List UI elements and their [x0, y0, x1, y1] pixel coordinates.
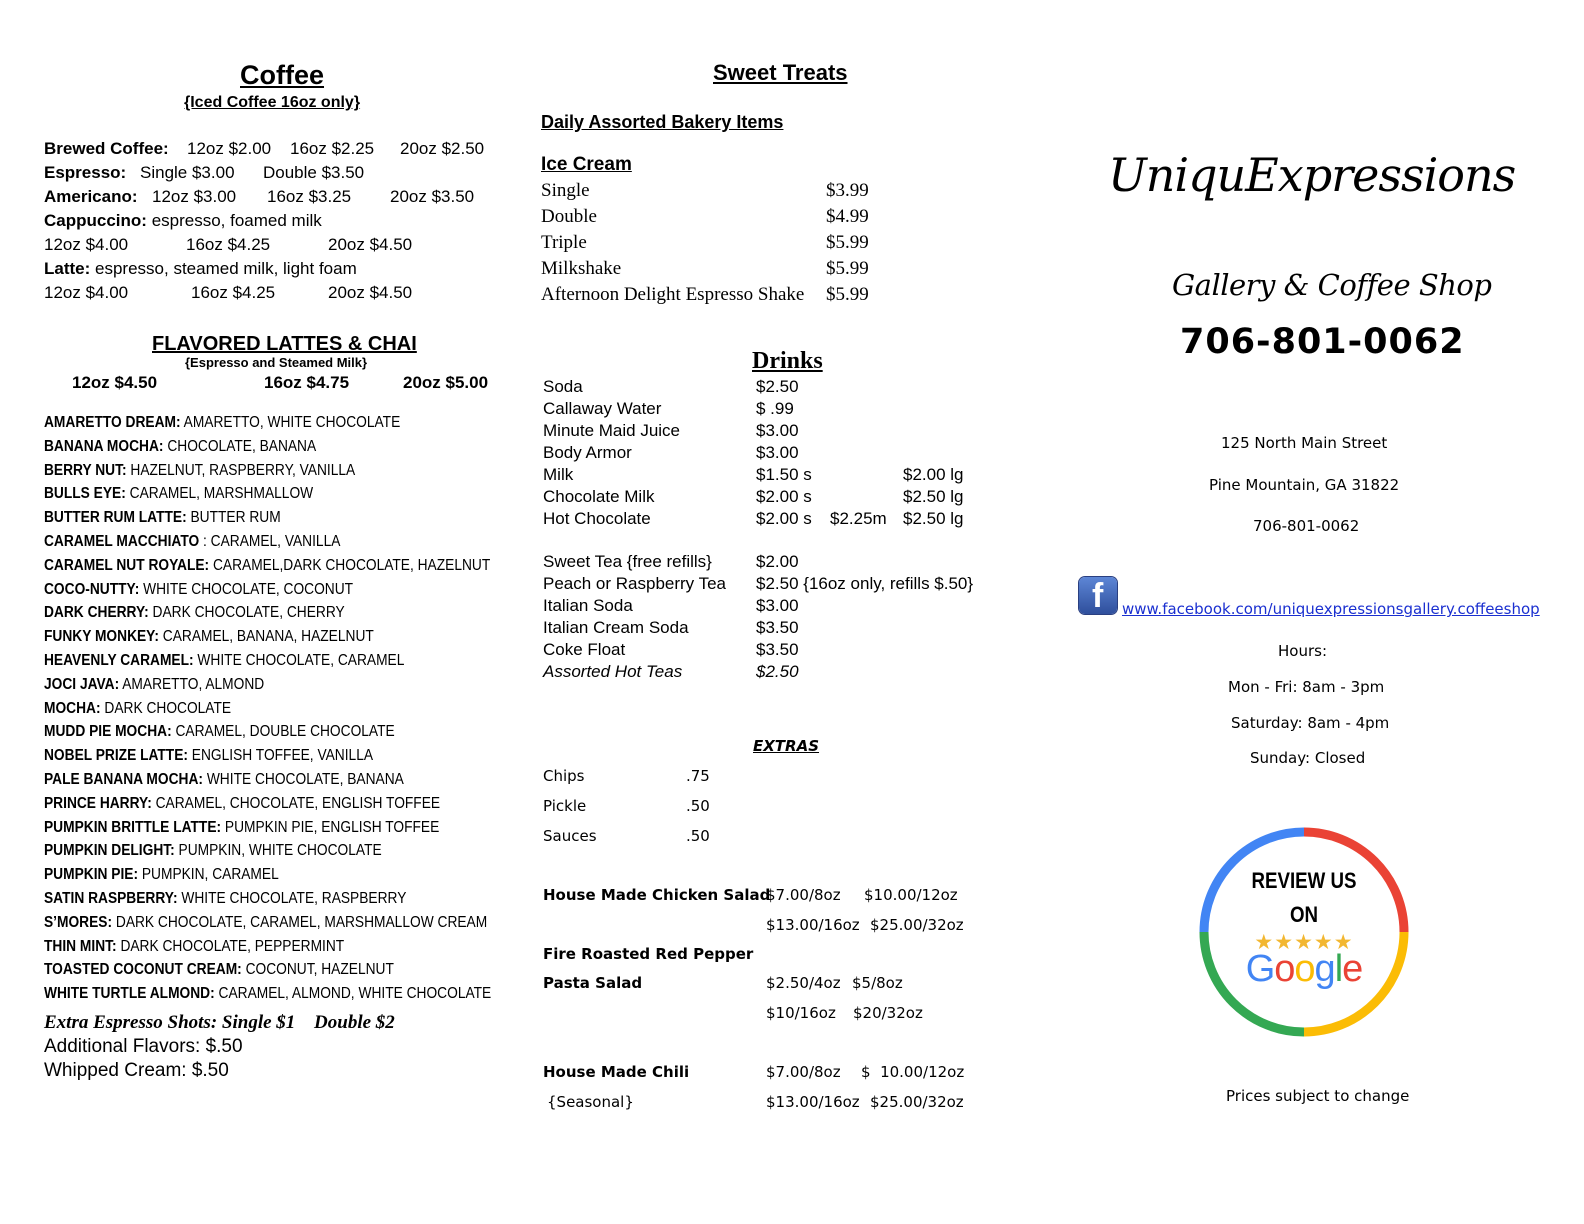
google-letter: e — [1342, 948, 1363, 990]
flavor-name: THIN MINT: — [44, 937, 117, 955]
americano-line — [44, 187, 475, 207]
google-letter: G — [1245, 948, 1275, 990]
espresso-price: Single $3.00 — [140, 163, 235, 182]
google-letter: l — [1334, 948, 1343, 990]
flavor-name: HEAVENLY CARAMEL: — [44, 652, 194, 669]
latte-line — [44, 259, 357, 279]
brewed-price: 12oz $2.00 — [187, 139, 272, 158]
flavor-item — [44, 676, 264, 694]
flavor-item — [44, 700, 231, 718]
americano-price: 20oz $3.50 — [390, 187, 475, 206]
flavor-ingredients: CARAMEL, BANANA, HAZELNUT — [162, 628, 374, 646]
hours-sunday: Sunday: Closed — [1250, 749, 1366, 767]
cappuccino-price: 16oz $4.25 — [186, 235, 271, 254]
flavor-item — [44, 462, 355, 480]
flavor-name: PUMPKIN BRITTLE LATTE: — [44, 818, 222, 836]
ice-cream-price: $5.99 — [826, 284, 869, 305]
drink-item: Minute Maid Juice — [543, 421, 681, 440]
flavor-ingredients: CARAMEL, CHOCOLATE, ENGLISH TOFFEE — [155, 794, 441, 812]
ice-cream-item: Milkshake — [541, 258, 622, 279]
additional-flavors: Additional Flavors: $.50 — [44, 1036, 243, 1057]
flavor-name: PRINCE HARRY: — [44, 794, 152, 812]
flavor-ingredients: BUTTER RUM — [190, 509, 281, 527]
flavor-item — [44, 771, 404, 789]
flavor-ingredients: DARK CHOCOLATE, CHERRY — [152, 604, 345, 622]
brewed-price: 16oz $2.25 — [290, 139, 375, 158]
flavor-ingredients: DARK CHOCOLATE — [104, 699, 232, 717]
drink-item: Soda — [543, 377, 583, 396]
flavor-name: PALE BANANA MOCHA: — [44, 771, 203, 788]
flavored-title: FLAVORED LATTES & CHAI — [152, 333, 417, 355]
flavor-ingredients: AMARETTO, WHITE CHOCOLATE — [183, 414, 401, 431]
latte-price: 12oz $4.00 — [44, 283, 129, 302]
ice-cream-price: $4.99 — [826, 206, 869, 227]
flavor-name: SATIN RASPBERRY: — [44, 890, 178, 907]
google-logo — [1196, 948, 1412, 991]
extras-title: EXTRAS — [753, 737, 820, 755]
drink-item: Chocolate Milk — [543, 487, 655, 506]
extra-item: Sauces — [543, 827, 597, 845]
flavor-ingredients: PUMPKIN, WHITE CHOCOLATE — [178, 842, 382, 860]
cappuccino-desc: espresso, foamed milk — [151, 211, 322, 230]
flavored-price: 12oz $4.50 — [72, 373, 158, 392]
flavor-item — [44, 723, 395, 741]
flavor-item — [44, 485, 313, 503]
latte-prices — [44, 283, 413, 303]
review-on-text: ON — [1289, 902, 1319, 927]
flavored-price: 16oz $4.75 — [264, 373, 350, 392]
drink-item: Peach or Raspberry Tea — [543, 574, 727, 593]
pasta-salad-price: $2.50/4oz — [766, 974, 841, 992]
ice-cream-title: Ice Cream — [541, 154, 632, 175]
brewed-coffee-label: Brewed Coffee: — [44, 139, 169, 158]
brewed-coffee-line — [44, 139, 485, 159]
drink-price: $3.50 — [756, 618, 799, 637]
pasta-salad-price: $5/8oz — [852, 974, 903, 992]
drink-price: $3.00 — [756, 596, 799, 615]
flavor-name: TOASTED COCONUT CREAM: — [44, 961, 242, 979]
pasta-salad-label: Fire Roasted Red Pepper — [543, 945, 754, 963]
flavor-name: PUMPKIN PIE: — [44, 866, 139, 884]
extra-shots-double: Double $2 — [314, 1012, 395, 1033]
ice-cream-item: Single — [541, 180, 590, 201]
cappuccino-line — [44, 211, 322, 231]
ice-cream-price: $3.99 — [826, 180, 869, 201]
hours-weekday: Mon - Fri: 8am - 3pm — [1228, 678, 1385, 696]
extra-item: Pickle — [543, 797, 587, 815]
flavored-subtitle: {Espresso and Steamed Milk} — [185, 355, 368, 370]
drink-price: $3.00 — [756, 421, 799, 440]
pasta-salad-price: $20/32oz — [853, 1004, 923, 1022]
google-letter: g — [1314, 948, 1335, 990]
flavor-ingredients: WHITE CHOCOLATE, COCONUT — [143, 580, 354, 598]
flavor-ingredients: WHITE CHOCOLATE, BANANA — [206, 771, 404, 788]
flavor-name: S’MORES: — [44, 913, 113, 931]
flavor-name: BUTTER RUM LATTE: — [44, 509, 187, 527]
flavor-item — [44, 438, 316, 456]
flavor-item — [44, 866, 279, 884]
prices-note: Prices subject to change — [1226, 1087, 1410, 1105]
ice-cream-price: $5.99 — [826, 232, 869, 253]
flavor-name: DARK CHERRY: — [44, 604, 149, 622]
shop-name-logo: UniquExpressions — [1108, 148, 1516, 202]
flavor-item — [44, 795, 440, 813]
chicken-salad-price: $25.00/32oz — [870, 916, 964, 934]
chili-price: $13.00/16oz — [766, 1093, 860, 1111]
flavor-item — [44, 747, 373, 765]
hours-title: Hours: — [1278, 642, 1327, 660]
hours-saturday: Saturday: 8am - 4pm — [1231, 714, 1390, 732]
flavor-name: CARAMEL NUT ROYALE: — [44, 556, 210, 574]
americano-price: 12oz $3.00 — [152, 187, 237, 206]
drink-price-large: $2.50 lg — [903, 509, 964, 528]
cappuccino-prices — [44, 235, 413, 255]
flavor-item — [44, 533, 340, 551]
flavor-ingredients: CARAMEL,DARK CHOCOLATE, HAZELNUT — [212, 556, 491, 574]
sweet-treats-title: Sweet Treats — [713, 60, 848, 85]
drinks-title: Drinks — [752, 348, 823, 374]
flavor-name: FUNKY MONKEY: — [44, 628, 159, 646]
flavor-item — [44, 604, 345, 622]
chili-seasonal: {Seasonal} — [547, 1093, 634, 1111]
cappuccino-price: 20oz $4.50 — [328, 235, 413, 254]
extra-price: .50 — [686, 827, 710, 845]
google-review-badge[interactable] — [1196, 824, 1412, 1040]
flavor-ingredients: CHOCOLATE, BANANA — [167, 437, 317, 455]
flavor-ingredients: COCONUT, HAZELNUT — [245, 961, 394, 979]
ice-cream-item: Triple — [541, 232, 587, 253]
shop-tagline: Gallery & Coffee Shop — [1172, 268, 1492, 302]
extra-price: .50 — [686, 797, 710, 815]
chili-price: $ 10.00/12oz — [861, 1063, 965, 1081]
flavored-price: 20oz $5.00 — [403, 373, 489, 392]
extra-item: Chips — [543, 767, 585, 785]
americano-price: 16oz $3.25 — [267, 187, 352, 206]
flavor-name: AMARETTO DREAM: — [44, 414, 181, 431]
drink-price-medium: $2.25m — [830, 509, 887, 528]
drink-price: $2.00 s — [756, 487, 812, 506]
flavor-ingredients: WHITE CHOCOLATE, CARAMEL — [197, 652, 405, 669]
phone-large: 706-801-0062 — [1180, 322, 1465, 362]
drink-item: Hot Chocolate — [543, 509, 651, 528]
flavor-item — [44, 509, 281, 527]
flavor-item — [44, 890, 406, 908]
address-line-2: Pine Mountain, GA 31822 — [1209, 476, 1400, 494]
flavor-ingredients: DARK CHOCOLATE, CARAMEL, MARSHMALLOW CREAM — [115, 913, 488, 931]
flavor-ingredients: PUMPKIN, CARAMEL — [141, 866, 279, 884]
chili-label: House Made Chili — [543, 1063, 690, 1081]
drink-price: $ .99 — [756, 399, 794, 418]
coffee-subtitle: {Iced Coffee 16oz only} — [184, 94, 361, 111]
latte-label: Latte: — [44, 259, 91, 278]
flavor-item — [44, 628, 374, 646]
drink-item: Coke Float — [543, 640, 626, 659]
chili-price: $7.00/8oz — [766, 1063, 841, 1081]
address-line-1: 125 North Main Street — [1221, 434, 1388, 452]
flavor-item — [44, 652, 404, 670]
ice-cream-price: $5.99 — [826, 258, 869, 279]
drink-item: Callaway Water — [543, 399, 662, 418]
flavor-name: WHITE TURTLE ALMOND: — [44, 985, 215, 1003]
flavor-item — [44, 938, 344, 956]
pasta-salad-label: Pasta Salad — [543, 974, 643, 992]
extra-price: .75 — [686, 767, 710, 785]
flavor-item — [44, 914, 487, 932]
americano-label: Americano: — [44, 187, 138, 206]
chicken-salad-price: $10.00/12oz — [864, 886, 958, 904]
flavor-name: BERRY NUT: — [44, 461, 127, 479]
ice-cream-item: Afternoon Delight Espresso Shake — [541, 284, 805, 305]
flavor-item — [44, 819, 439, 837]
bakery-heading: Daily Assorted Bakery Items — [541, 112, 784, 132]
flavor-ingredients: : CARAMEL, VANILLA — [203, 533, 341, 550]
flavor-name: BULLS EYE: — [44, 485, 126, 503]
flavor-name: MOCHA: — [44, 699, 101, 717]
flavor-item — [44, 842, 382, 860]
facebook-icon[interactable]: f — [1079, 577, 1117, 614]
drink-price: $2.50 {16oz only, refills $.50} — [756, 574, 974, 593]
review-us-text: REVIEW US — [1251, 868, 1357, 893]
flavor-item — [44, 985, 491, 1003]
latte-price: 20oz $4.50 — [328, 283, 413, 302]
coffee-title: Coffee — [240, 60, 325, 90]
drink-price: $1.50 s — [756, 465, 812, 484]
drink-item: Sweet Tea {free refills} — [543, 552, 712, 571]
chicken-salad-label: House Made Chicken Salad — [543, 886, 771, 904]
cappuccino-label: Cappuccino: — [44, 211, 147, 230]
drink-price: $3.00 — [756, 443, 799, 462]
extra-shots — [44, 1012, 395, 1034]
flavor-ingredients: ENGLISH TOFFEE, VANILLA — [191, 747, 374, 765]
drink-item: Assorted Hot Teas — [543, 662, 683, 681]
espresso-label: Espresso: — [44, 163, 127, 182]
drink-price-large: $2.00 lg — [903, 465, 964, 484]
google-letter: o — [1294, 948, 1315, 990]
google-letter: o — [1274, 948, 1295, 990]
flavor-ingredients: DARK CHOCOLATE, PEPPERMINT — [120, 937, 345, 955]
drink-price: $2.50 — [756, 662, 799, 681]
flavor-name: NOBEL PRIZE LATTE: — [44, 747, 188, 765]
flavor-ingredients: WHITE CHOCOLATE, RASPBERRY — [181, 890, 407, 907]
ice-cream-item: Double — [541, 206, 597, 227]
whipped-cream: Whipped Cream: $.50 — [44, 1060, 229, 1081]
flavor-ingredients: CARAMEL, ALMOND, WHITE CHOCOLATE — [218, 985, 492, 1003]
latte-desc: espresso, steamed milk, light foam — [95, 259, 357, 278]
five-stars-icon: ★★★★★ — [1254, 931, 1354, 954]
drink-item: Italian Soda — [543, 596, 633, 615]
cappuccino-price: 12oz $4.00 — [44, 235, 129, 254]
drink-item: Italian Cream Soda — [543, 618, 689, 637]
flavor-item — [44, 581, 353, 599]
flavor-name: CARAMEL MACCHIATO — [44, 533, 200, 550]
flavor-name: PUMPKIN DELIGHT: — [44, 842, 175, 860]
facebook-link[interactable]: www.facebook.com/uniquexpressionsgallery.coffeeshop — [1122, 600, 1540, 618]
drink-price: $2.00 — [756, 552, 799, 571]
flavor-name: COCO-NUTTY: — [44, 580, 140, 598]
flavor-item — [44, 557, 490, 575]
phone-small: 706-801-0062 — [1253, 517, 1360, 535]
latte-price: 16oz $4.25 — [191, 283, 276, 302]
espresso-line — [44, 163, 365, 183]
chicken-salad-price: $13.00/16oz — [766, 916, 860, 934]
drink-price: $2.50 — [756, 377, 799, 396]
flavor-name: MUDD PIE MOCHA: — [44, 723, 172, 741]
flavor-ingredients: HAZELNUT, RASPBERRY, VANILLA — [130, 461, 356, 479]
drink-item: Body Armor — [543, 443, 632, 462]
pasta-salad-price: $10/16oz — [766, 1004, 836, 1022]
drink-item: Milk — [543, 465, 574, 484]
flavor-ingredients: CARAMEL, DOUBLE CHOCOLATE — [175, 723, 395, 741]
flavor-name: BANANA MOCHA: — [44, 437, 164, 455]
drink-price-large: $2.50 lg — [903, 487, 964, 506]
flavor-ingredients: AMARETTO, ALMOND — [122, 675, 265, 693]
flavor-item — [44, 961, 394, 979]
drink-price: $3.50 — [756, 640, 799, 659]
flavor-item — [44, 414, 400, 432]
flavor-ingredients: PUMPKIN PIE, ENGLISH TOFFEE — [224, 818, 440, 836]
flavor-name: JOCI JAVA: — [44, 675, 120, 693]
extra-shots-single: Extra Espresso Shots: Single $1 — [44, 1012, 296, 1033]
chili-price: $25.00/32oz — [870, 1093, 964, 1111]
flavor-ingredients: CARAMEL, MARSHMALLOW — [129, 485, 314, 503]
drink-price: $2.00 s — [756, 509, 812, 528]
espresso-price: Double $3.50 — [263, 163, 365, 182]
chicken-salad-price: $7.00/8oz — [766, 886, 841, 904]
brewed-price: 20oz $2.50 — [400, 139, 485, 158]
